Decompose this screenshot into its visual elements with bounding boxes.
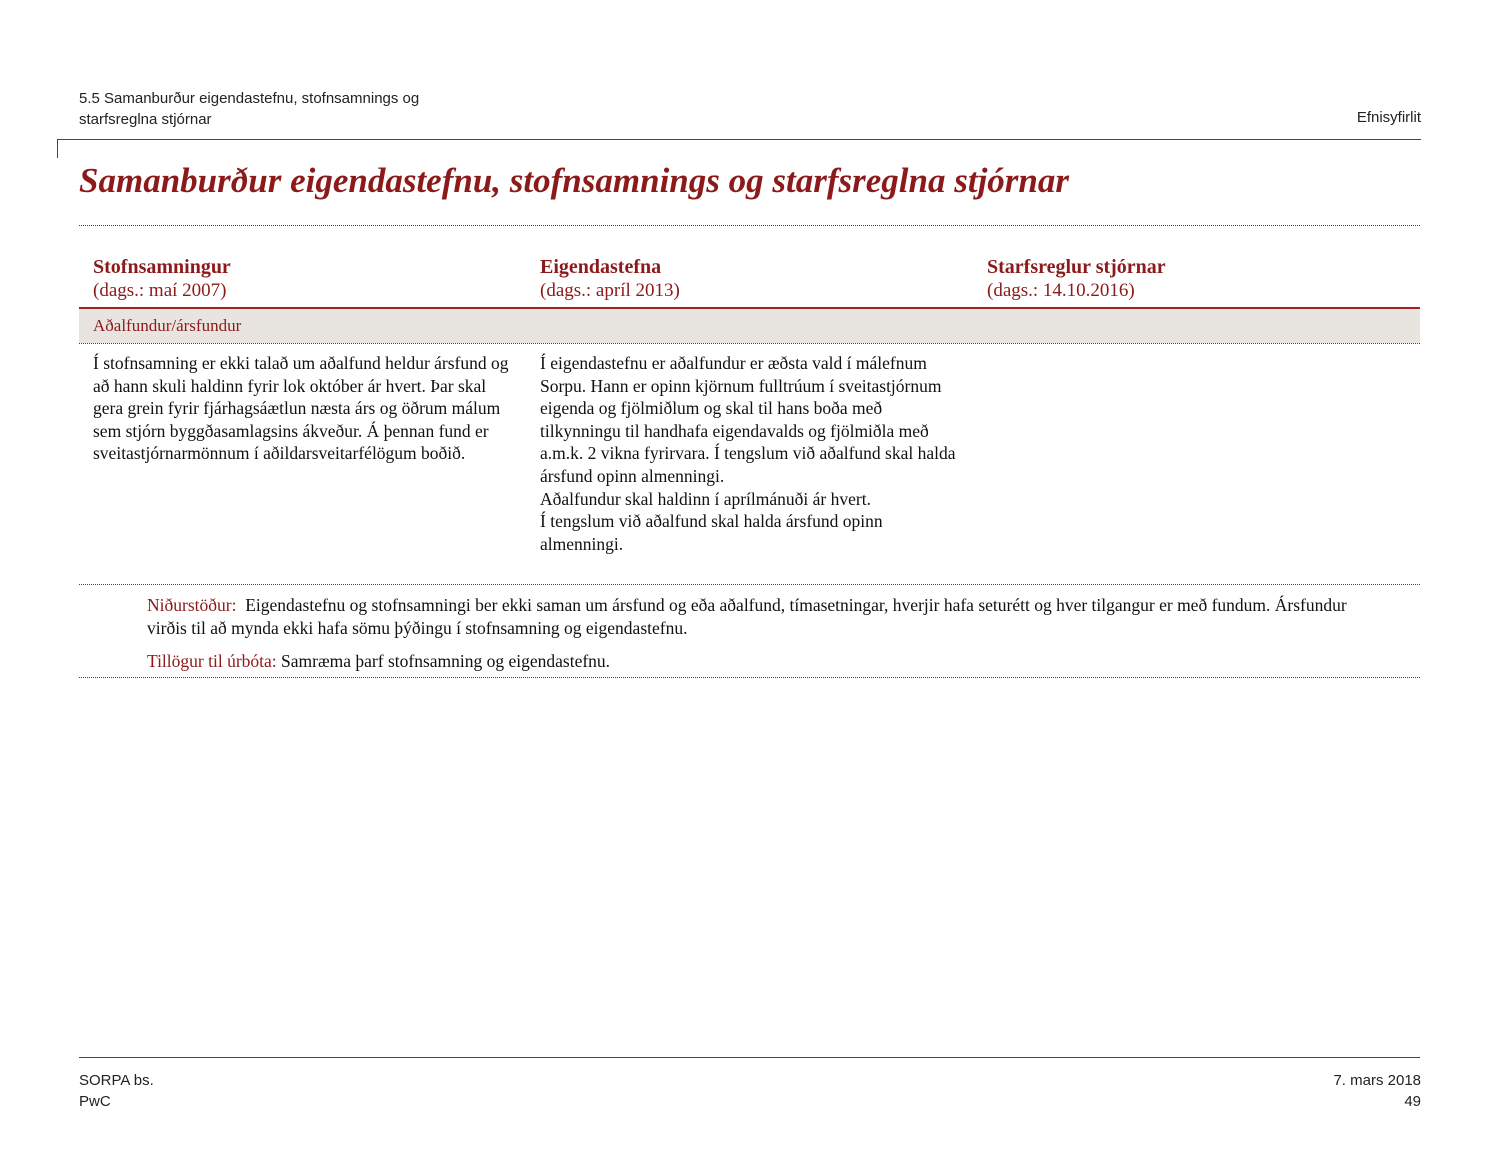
footer-firm: PwC xyxy=(79,1093,111,1110)
footer-right xyxy=(1333,1070,1421,1112)
footer-org: SORPA bs. xyxy=(79,1072,154,1089)
cell-text: Í stofnsamning er ekki talað um aðalfund heldur ársfund og að hann skuli haldinn fyrir lok október ár hvert. Þar skal gera grein fyrir fjárhagsáætlun næsta árs og öðrum málum sem stjórn byggðasamlagsins ákveður. Á þennan fund er sveitastjórnarmönnum í aðildarsveitarfélögum boðið. xyxy=(93,353,509,464)
page-number: 49 xyxy=(1404,1093,1421,1110)
column-header-starfsreglur xyxy=(987,255,1166,303)
cell-stofnsamningur xyxy=(93,352,518,465)
cell-eigendastefna xyxy=(540,352,965,555)
title-divider xyxy=(79,225,1420,226)
footer-date: 7. mars 2018 xyxy=(1333,1072,1421,1089)
section-band xyxy=(79,309,1420,343)
header-corner-tick xyxy=(57,139,58,158)
column-title: Stofnsamningur xyxy=(93,256,231,278)
cell-text: Í eigendastefnu er aðalfundur er æðsta vald í málefnum Sorpu. Hann er opinn kjörnum fulltrúum í sveitastjórnum eigenda og fjölmiðlum og skal til hans boða með tilkynningu til handhafa eigendavalds og fjölmiðla með a.m.k. 2 vikna fyrirvara. Í tengslum við aðalfund skal halda ársfund opinn almenningi. xyxy=(540,353,956,486)
conclusion xyxy=(147,594,1387,639)
table-of-contents-link[interactable]: Efnisyfirlit xyxy=(1356,109,1421,126)
conclusion-label: Niðurstöður: xyxy=(147,595,237,615)
page-title: Samanburður eigendastefnu, stofnsamnings og starfsreglna stjórnar xyxy=(79,161,1069,200)
cell-text: Í tengslum við aðalfund skal halda ársfund opinn almenningi. xyxy=(540,511,883,554)
section-label xyxy=(79,88,419,130)
cells-divider xyxy=(79,584,1420,585)
column-title: Eigendastefna xyxy=(540,256,662,278)
header-divider xyxy=(57,139,1421,140)
notes-divider xyxy=(79,677,1420,678)
section-label-line-2: starfsreglna stjórnar xyxy=(79,111,212,128)
column-header-stofnsamningur xyxy=(93,255,231,303)
improvement xyxy=(147,650,1387,673)
section-name: Aðalfundur/ársfundur xyxy=(93,316,242,335)
cell-text: Aðalfundur skal haldinn í aprílmánuði ár hvert. xyxy=(540,488,871,509)
column-header-eigendastefna xyxy=(540,255,680,303)
footer-divider xyxy=(79,1057,1420,1058)
section-band-divider xyxy=(79,343,1420,344)
column-title: Starfsreglur stjórnar xyxy=(987,256,1166,278)
improvement-text: Samræma þarf stofnsamning og eigendastefnu. xyxy=(281,651,611,671)
column-date: (dags.: apríl 2013) xyxy=(540,280,680,301)
conclusion-text: Eigendastefnu og stofnsamningi ber ekki saman um ársfund og eða aðalfund, tímasetningar, hverjir hafa seturétt og hver tilgangur er með fundum. Ársfundur virðis til að mynda ekki hafa sömu þýðingu í stofnsamning og eigendastefnu. xyxy=(147,595,1347,638)
column-date: (dags.: 14.10.2016) xyxy=(987,280,1135,301)
improvement-label: Tillögur til úrbóta: xyxy=(147,651,277,671)
footer-left xyxy=(79,1070,154,1112)
section-label-line-1: 5.5 Samanburður eigendastefnu, stofnsamnings og xyxy=(79,90,420,107)
column-date: (dags.: maí 2007) xyxy=(93,280,227,301)
